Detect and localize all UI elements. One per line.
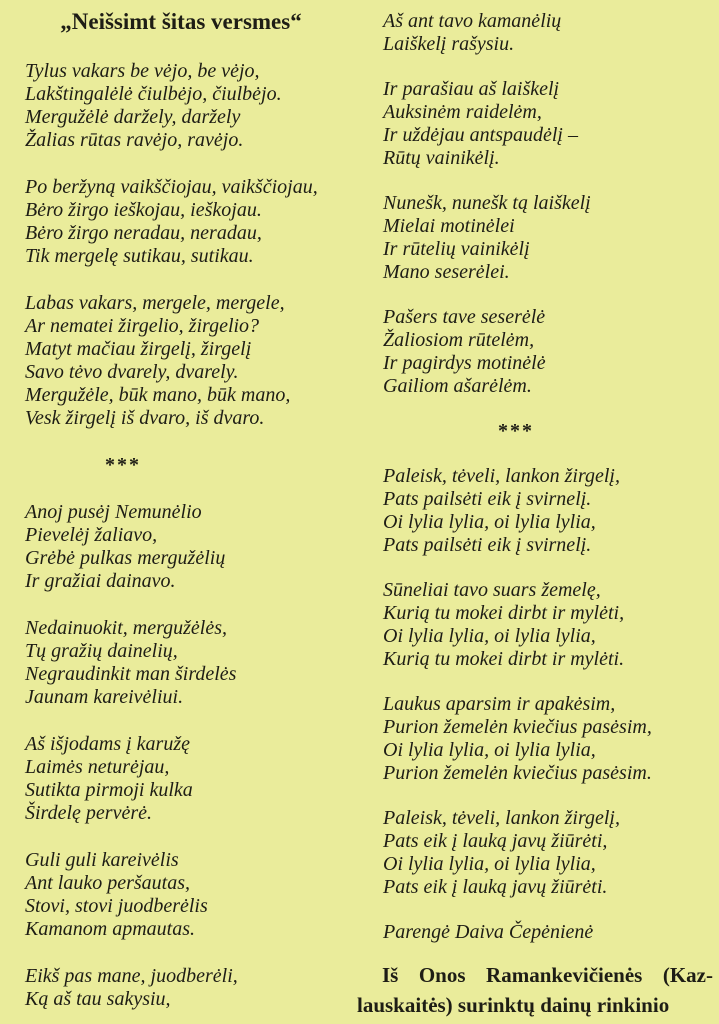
poem-line: Ką aš tau sakysiu, bbox=[25, 988, 171, 1010]
poem-line: Tų gražių dainelių, bbox=[25, 640, 178, 662]
poem-line: Nunešk, nunešk tą laiškelį bbox=[383, 192, 591, 214]
stanza bbox=[25, 501, 357, 593]
poem-line: Kurią tu mokei dirbt ir mylėti. bbox=[383, 648, 625, 670]
poem-line: Savo tėvo dvarely, dvarely. bbox=[25, 361, 239, 383]
poem-line: Nedainuokit, mergužėlės, bbox=[25, 617, 228, 639]
stanza bbox=[25, 60, 357, 152]
stanza bbox=[25, 176, 357, 268]
poem-line: Po beržyną vaikščiojau, vaikščiojau, bbox=[25, 176, 318, 198]
credit-text: Parengė Daiva Čepėnienė bbox=[383, 921, 594, 943]
poem-line: Grėbė pulkas mergužėlių bbox=[25, 547, 226, 569]
poem-line: Tylus vakars be vėjo, be vėjo, bbox=[25, 60, 260, 82]
poem-line: Ir gražiai dainavo. bbox=[25, 570, 176, 592]
poem-line: Žaliosiom rūtelėm, bbox=[383, 329, 535, 351]
poem-line: Ir parašiau aš laiškelį bbox=[383, 78, 560, 100]
stanza bbox=[383, 807, 713, 899]
source-line: lauskaitės) surinktų dainų rinkinio bbox=[357, 993, 670, 1017]
poem-line: Mergužėle, būk mano, būk mano, bbox=[25, 384, 291, 406]
column-right bbox=[357, 0, 719, 1020]
poem-line: Pievelėj žaliavo, bbox=[25, 524, 158, 546]
poem-line: Sutikta pirmoji kulka bbox=[25, 779, 193, 801]
poem-line: Oi lylia lylia, oi lylia lylia, bbox=[383, 739, 596, 761]
stanza bbox=[383, 306, 713, 398]
stanza bbox=[25, 292, 357, 430]
poem-line: Ir pagirdys motinėlė bbox=[383, 352, 546, 374]
credit-line bbox=[383, 921, 713, 944]
stanza bbox=[383, 10, 713, 56]
poem-line: Anoj pusėj Nemunėlio bbox=[25, 501, 202, 523]
poem-line: Gailiom ašarėlėm. bbox=[383, 375, 532, 397]
poem-line: Lakštingalėlė čiulbėjo, čiulbėjo. bbox=[25, 83, 282, 105]
poem-line: Purion žemelėn kviečius pasėsim, bbox=[383, 716, 652, 738]
poem-line: Purion žemelėn kviečius pasėsim. bbox=[383, 762, 652, 784]
poem-line: Ir rūtelių vainikėlį bbox=[383, 238, 530, 260]
stanza-separator: *** bbox=[498, 420, 534, 442]
stanza bbox=[25, 617, 357, 709]
stanza bbox=[383, 78, 713, 170]
poem-title: „Neišsimt šitas versmes“ bbox=[60, 9, 302, 34]
poem-line: Vesk žirgelį iš dvaro, iš dvaro. bbox=[25, 407, 265, 429]
stanza bbox=[383, 693, 713, 785]
poem-line: Rūtų vainikėlį. bbox=[383, 147, 500, 169]
poem-line: Tik mergelę sutikau, sutikau. bbox=[25, 245, 254, 267]
stanza bbox=[383, 465, 713, 557]
poem-line: Guli guli kareivėlis bbox=[25, 849, 179, 871]
poem-line: Stovi, stovi juodberėlis bbox=[25, 895, 208, 917]
poem-line: Labas vakars, mergele, mergele, bbox=[25, 292, 285, 314]
source-line: Iš Onos Ramankevičienės (Kaz- bbox=[382, 963, 713, 987]
poem-line: Pats eik į lauką javų žiūrėti, bbox=[383, 830, 608, 852]
poem-line: Pašers tave seserėlė bbox=[383, 306, 546, 328]
stanza bbox=[25, 849, 357, 941]
poem-line: Ir uždėjau antspaudėlį – bbox=[383, 124, 578, 146]
poem-line: Bėro žirgo neradau, neradau, bbox=[25, 222, 262, 244]
poem-line: Aš ant tavo kamanėlių bbox=[383, 10, 562, 32]
column-left bbox=[0, 0, 357, 1024]
poem-line: Oi lylia lylia, oi lylia lylia, bbox=[383, 511, 596, 533]
poem-line: Laiškelį rašysiu. bbox=[383, 33, 515, 55]
poem-line: Aš išjodams į karužę bbox=[25, 733, 190, 755]
poem-line: Pats pailsėti eik į svirnelį. bbox=[383, 534, 592, 556]
poem-line: Mielai motinėlei bbox=[383, 215, 515, 237]
stanza bbox=[383, 579, 713, 671]
poem-line: Laukus aparsim ir apakėsim, bbox=[383, 693, 616, 715]
poem-line: Jaunam kareivėliui. bbox=[25, 686, 184, 708]
poem-line: Matyt mačiau žirgelį, žirgelį bbox=[25, 338, 252, 360]
stanza-separator: *** bbox=[105, 454, 141, 476]
poem-line: Auksinėm raidelėm, bbox=[383, 101, 542, 123]
poem-line: Mano seserėlei. bbox=[383, 261, 510, 283]
poem-line: Kamanom apmautas. bbox=[25, 918, 196, 940]
poem-line: Laimės neturėjau, bbox=[25, 756, 170, 778]
poem-line: Pats pailsėti eik į svirnelį. bbox=[383, 488, 592, 510]
poem-line: Kurią tu mokei dirbt ir mylėti, bbox=[383, 602, 625, 624]
source-paragraph bbox=[357, 960, 713, 1020]
poem-line: Žalias rūtas ravėjo, ravėjo. bbox=[25, 129, 244, 151]
poem-line: Mergužėlė daržely, daržely bbox=[25, 106, 241, 128]
stanza bbox=[25, 965, 357, 1011]
poem-line: Negraudinkit man širdelės bbox=[25, 663, 237, 685]
poem-line: Eikš pas mane, juodberėli, bbox=[25, 965, 238, 987]
poem-line: Ar nematei žirgelio, žirgelio? bbox=[25, 315, 260, 337]
poem-line: Pats eik į lauką javų žiūrėti. bbox=[383, 876, 608, 898]
poem-line: Bėro žirgo ieškojau, ieškojau. bbox=[25, 199, 262, 221]
poem-line: Sūneliai tavo suars žemelę, bbox=[383, 579, 601, 601]
poem-line: Paleisk, tėveli, lankon žirgelį, bbox=[383, 465, 620, 487]
poem-line: Ant lauko peršautas, bbox=[25, 872, 190, 894]
stanza bbox=[25, 733, 357, 825]
poem-line: Oi lylia lylia, oi lylia lylia, bbox=[383, 853, 596, 875]
stanza bbox=[383, 192, 713, 284]
poem-line: Oi lylia lylia, oi lylia lylia, bbox=[383, 625, 596, 647]
poem-line: Paleisk, tėveli, lankon žirgelį, bbox=[383, 807, 620, 829]
poem-line: Širdelę pervėrė. bbox=[25, 802, 152, 824]
